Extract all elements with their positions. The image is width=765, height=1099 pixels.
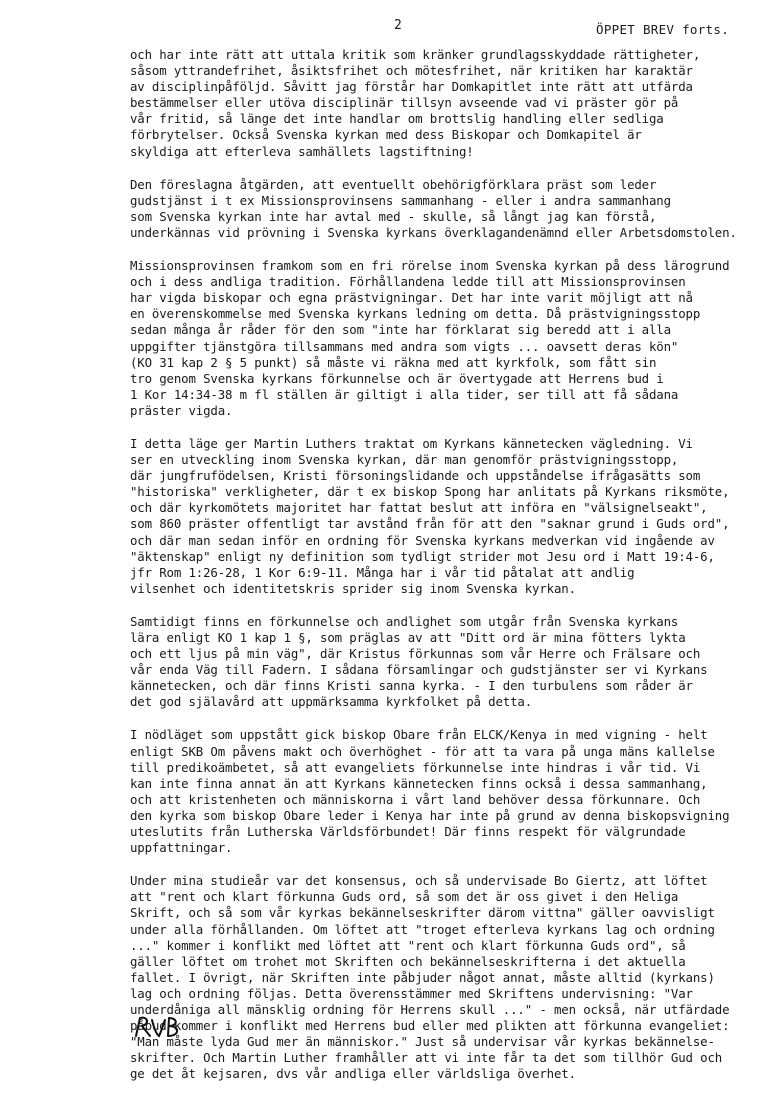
- text-line: Missionsprovinsen framkom som en fri rörelse inom Svenska kyrkan på dess lärogrund: [130, 258, 730, 274]
- text-line: vilsenhet och identitetskris sprider sig inom Svenska kyrkan.: [130, 580, 576, 596]
- text-line: Under mina studieår var det konsensus, och så undervisade Bo Giertz, att löftet: [130, 873, 708, 889]
- text-line: vår enda Väg till Fadern. I sådana församlingar och gudstjänster ser vi Kyrkans: [130, 662, 708, 678]
- paragraph: [130, 727, 742, 856]
- text-line: och att kristenheten och människorna i vårt land behöver dessa förkunnare. Och: [130, 791, 701, 807]
- text-line: och i dess andliga tradition. Förhållandena ledde till att Missionsprovinsen: [130, 274, 686, 290]
- letter-header: ÖPPET BREV forts.: [596, 22, 730, 37]
- paragraph: [130, 873, 742, 1082]
- page-number: 2: [394, 18, 402, 33]
- text-line: Samtidigt finns en förkunnelse och andlighet som utgår från Svenska kyrkans: [130, 613, 679, 629]
- text-line: kan inte finna annat än att Kyrkans kännetecken finns också i dessa sammanhang,: [130, 775, 708, 791]
- text-line: ..." kommer i konflikt med löftet att "rent och klart förkunna Guds ord", så: [130, 937, 686, 953]
- text-line: där jungfrufödelsen, Kristi försoningslidande och uppståndelse ifrågasätts som: [130, 468, 701, 484]
- text-line: skrifter. Och Martin Luther framhåller att vi inte får ta det som tillhör Gud och: [130, 1050, 723, 1066]
- text-line: såsom yttrandefrihet, åsiktsfrihet och mötesfrihet, när kritiken har karaktär: [130, 63, 693, 79]
- text-line: lag och ordning följas. Detta överensstämmer med Skriftens undervisning: "Var: [130, 985, 693, 1001]
- text-line: tro genom Svenska kyrkans förkunnelse och är övertygade att Herrens bud i: [130, 370, 664, 386]
- text-line: uteslutits från Lutherska Världsförbundet! Där finns respekt för välgrundade: [130, 824, 686, 840]
- text-line: underkännas vid prövning i Svenska kyrkans överklagandenämnd eller Arbetsdomstolen.: [130, 224, 737, 240]
- text-line: I nödläget som uppstått gick biskop Obare från ELCK/Kenya in med vigning - helt: [130, 727, 708, 743]
- text-line: som 860 präster offentligt tar avstånd från för att den "saknar grund i Guds ord",: [130, 516, 730, 532]
- text-line: ge det åt kejsaren, dvs vår andliga eller världsliga överhet.: [130, 1066, 576, 1082]
- text-line: ser en utveckling inom Svenska kyrkan, där man genomför prästvigningsstopp,: [130, 452, 679, 468]
- paragraph: [130, 614, 742, 711]
- text-line: sedan många år råder för den som "inte har förklarat sig beredd att i alla: [130, 322, 671, 338]
- text-line: och där man sedan inför en ordning för Svenska kyrkans medverkan vid ingående av: [130, 532, 715, 548]
- text-line: präster vigda.: [130, 402, 233, 418]
- letter-body: [130, 47, 742, 1099]
- text-line: och ett ljus på min väg", där Kristus förkunnas som vår Herre och Frälsare och: [130, 646, 701, 662]
- text-line: skyldiga att efterleva samhällets lagstiftning!: [130, 143, 474, 159]
- text-line: av disciplinpåföljd. Såvitt jag förstår har Domkapitlet inte rätt att utfärda: [130, 79, 693, 95]
- paragraph: [130, 436, 742, 597]
- text-line: under alla förhållanden. Om löftet att "troget efterleva kyrkans lag och ordning: [130, 921, 715, 937]
- text-line: det god själavård att uppmärksamma kyrkfolket på detta.: [130, 694, 533, 710]
- text-line: som Svenska kyrkan inte har avtal med - skulle, så långt jag kan förstå,: [130, 208, 657, 224]
- text-line: förbrytelser. Också Svenska kyrkan med dess Biskopar och Domkapitel är: [130, 127, 642, 143]
- text-line: fallet. I övrigt, när Skriften inte påbjuder något annat, måste alltid (kyrkans): [130, 969, 715, 985]
- text-line: enligt SKB Om påvens makt och överhöghet - för att ta vara på unga mäns kallelse: [130, 743, 715, 759]
- text-line: till predikoämbetet, så att evangeliets förkunnelse inte hindras i vår tid. Vi: [130, 759, 701, 775]
- text-line: "historiska" verkligheter, där t ex biskop Spong har anlitats på Kyrkans riksmöte,: [130, 484, 730, 500]
- text-line: har vigda biskopar och egna prästvigningar. Det har inte varit möjligt att nå: [130, 290, 693, 306]
- text-line: 1 Kor 14:34-38 m fl ställen är giltigt i alla tider, ser till att få sådana: [130, 386, 679, 402]
- text-line: (KO 31 kap 2 § 5 punkt) så måste vi räkna med att kyrkfolk, som fått sin: [130, 354, 657, 370]
- text-line: bestämmelser eller utöva disciplinär tillsyn avseende vad vi präster gör på: [130, 95, 679, 111]
- text-line: vår fritid, så länge det inte handlar om brottslig handling eller sedliga: [130, 111, 664, 127]
- text-line: kännetecken, och där finns Kristi sanna kyrka. - I den turbulens som råder är: [130, 678, 693, 694]
- text-line: Den föreslagna åtgärden, att eventuellt obehörigförklara präst som leder: [130, 176, 657, 192]
- text-line: "äktenskap" enligt ny definition som tydligt strider mot Jesu ord i Matt 19:4-6,: [130, 548, 715, 564]
- text-line: underdåniga all mänsklig ordning för Herrens skull ..." - men också, när utfärdade: [130, 1001, 730, 1017]
- text-line: att "rent och klart förkunna Guds ord, så som det är oss givet i den Heliga: [130, 889, 679, 905]
- paragraph: [130, 177, 742, 241]
- text-line: I detta läge ger Martin Luthers traktat om Kyrkans kännetecken vägledning. Vi: [130, 435, 693, 451]
- text-line: påbud kommer i konflikt med Herrens bud eller med plikten att förkunna evangeliet:: [130, 1018, 730, 1034]
- text-line: gäller löftet om trohet mot Skriften och bekännelseskrifterna i det aktuella: [130, 953, 686, 969]
- text-line: "Man måste lyda Gud mer än människor." Just så undervisar vår kyrkas bekännelse-: [130, 1034, 715, 1050]
- text-line: Skrift, och så som vår kyrkas bekännelseskrifter därom vittna" gäller oavvisligt: [130, 905, 715, 921]
- paragraph: [130, 258, 742, 419]
- handwritten-signature: [132, 1012, 192, 1042]
- paragraph: [130, 47, 742, 160]
- text-line: en överenskommelse med Svenska kyrkans ledning om detta. Då prästvigningsstopp: [130, 306, 701, 322]
- text-line: jfr Rom 1:26-28, 1 Kor 6:9-11. Många har i vår tid påtalat att andlig: [130, 564, 635, 580]
- text-line: uppgifter tjänstgöra tillsammans med andra som vigts ... oavsett deras kön": [130, 338, 679, 354]
- text-line: lära enligt KO 1 kap 1 §, som präglas av att "Ditt ord är mina fötters lykta: [130, 630, 686, 645]
- text-line: gudstjänst i t ex Missionsprovinsens sammanhang - eller i andra sammanhang: [130, 192, 671, 208]
- text-line: och har inte rätt att uttala kritik som kränker grundlagsskyddade rättigheter,: [130, 47, 701, 62]
- text-line: uppfattningar.: [130, 840, 233, 856]
- text-line: och där kyrkomötets majoritet har fattat beslut att införa en "välsignelseakt",: [130, 500, 708, 516]
- text-line: den kyrka som biskop Obare leder i Kenya har inte på grund av denna biskopsvigning: [130, 807, 730, 823]
